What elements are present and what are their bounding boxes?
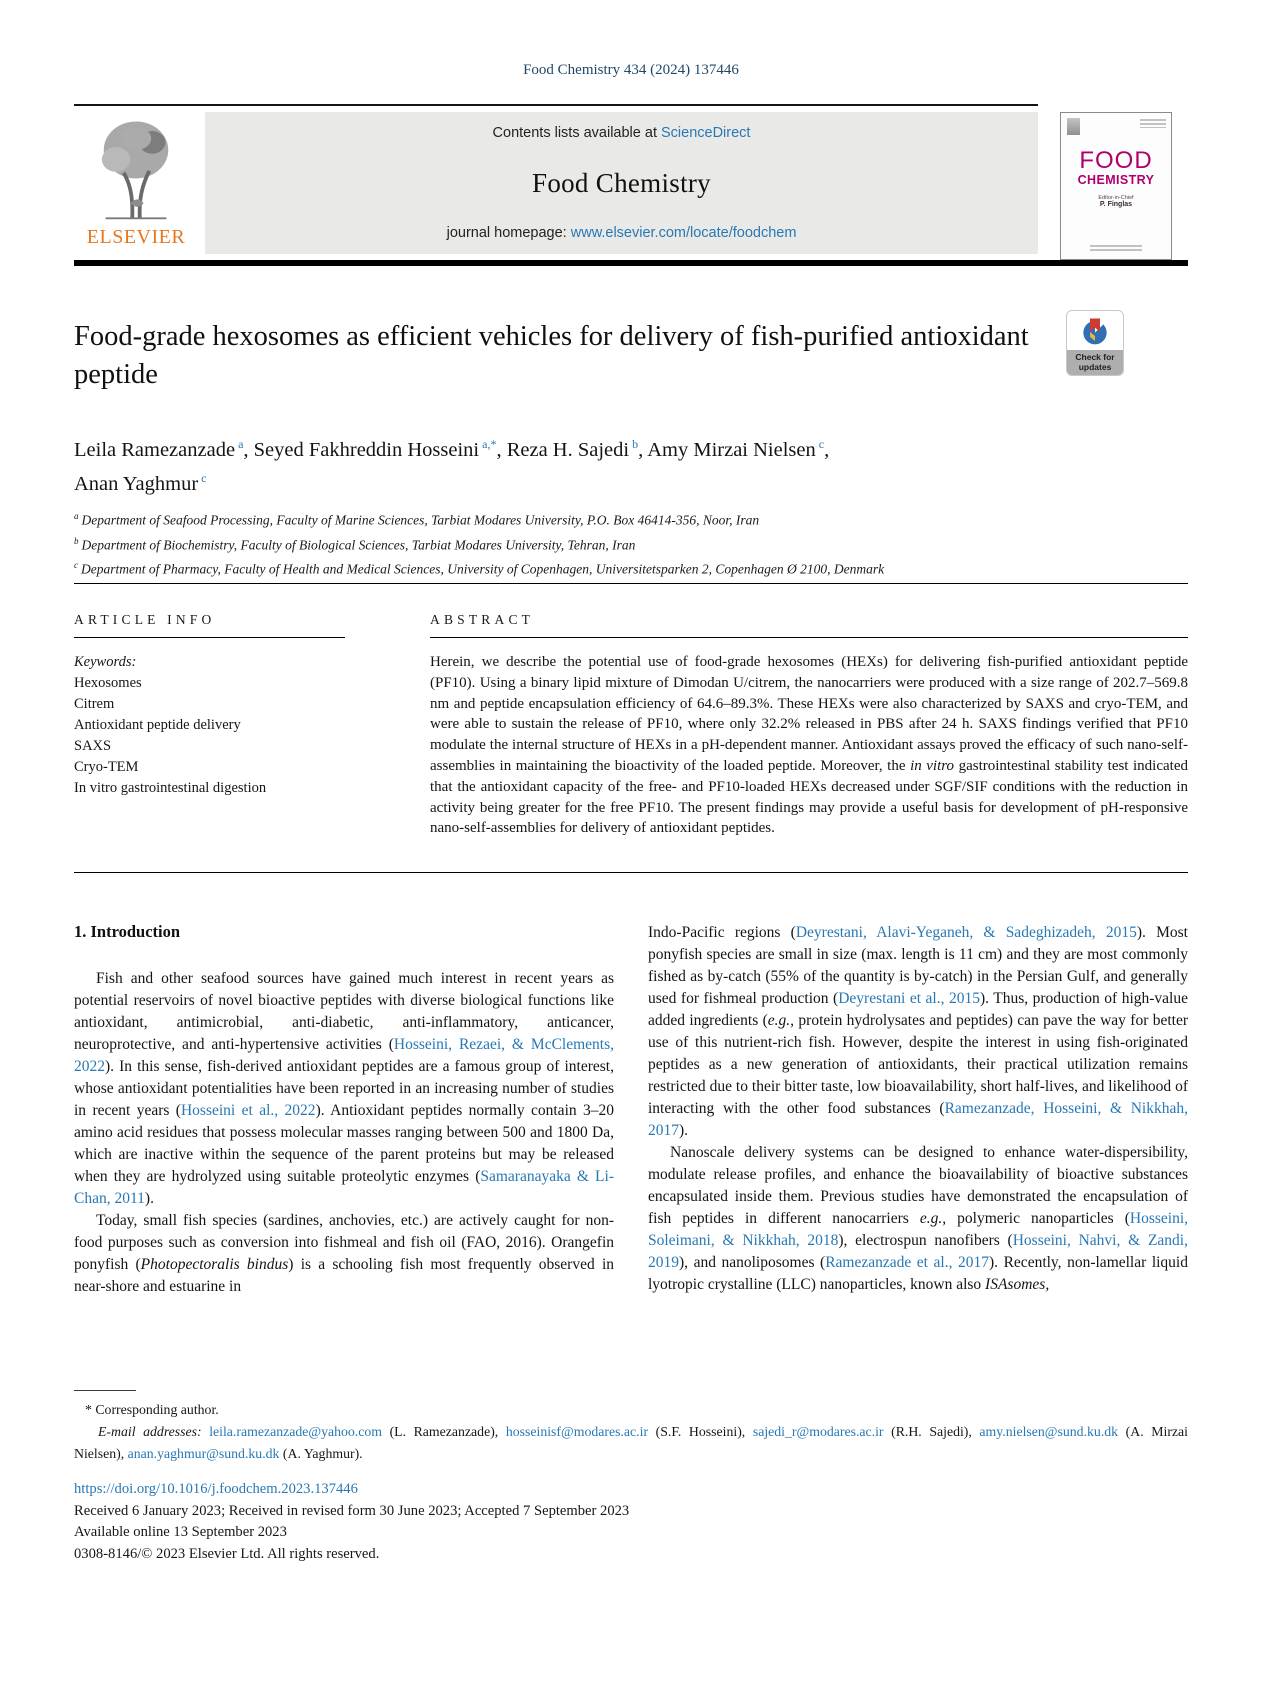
paragraph — [648, 922, 1188, 1142]
journal-info-box — [205, 112, 1038, 254]
elsevier-logo[interactable] — [74, 112, 198, 260]
citation-link[interactable]: amy.nielsen@sund.ku.dk — [979, 1424, 1119, 1439]
text-segment: Fish and other seafood sources have gained much interest in recent years as potential reservoirs of novel bioactive peptides with diverse biological functions like antioxidant, antimicrobial, anti-diabetic, anti-inflammatory, anticancer, neuroprotective, and anti-hypertensive activities ( — [74, 970, 614, 1053]
author-affiliation-sup[interactable]: c — [818, 437, 825, 451]
author-name: Leila Ramezanzade — [74, 438, 236, 461]
text-segment: ). — [679, 1122, 689, 1139]
paragraph — [74, 1210, 614, 1298]
article-info-column — [74, 612, 345, 872]
author-name: Anan Yaghmur — [74, 472, 199, 495]
intro-column-left — [74, 922, 614, 1298]
contents-line — [493, 125, 751, 141]
text-segment: (L. Ramezanzade), — [382, 1424, 506, 1439]
text-segment: ), electrospun nanofibers ( — [838, 1232, 1013, 1249]
keyword-item: SAXS — [74, 738, 112, 754]
author-affiliation-sup[interactable]: c — [201, 470, 207, 485]
intro-right-paragraphs — [648, 922, 1188, 1296]
journal-page — [74, 0, 1188, 1683]
italic-text: e.g., — [919, 1210, 947, 1227]
article-footer — [74, 1479, 1188, 1565]
homepage-line — [447, 225, 797, 241]
homepage-prefix: journal homepage: — [446, 225, 571, 241]
cover-issn-block — [1140, 119, 1166, 128]
journal-cover-thumbnail[interactable] — [1060, 112, 1172, 260]
cover-title-food: FOOD — [1079, 147, 1153, 174]
author-name: Amy Mirzai Nielsen — [647, 438, 816, 461]
affiliation-text: Department of Seafood Processing, Faculty of Marine Sciences, Tarbiat Modares University, P.O. Box 46414-356, Noor, Iran — [81, 512, 760, 528]
abstract-heading: ABSTRACT — [430, 612, 535, 627]
citation-link[interactable]: Samaranayaka & Li-Chan, 2011 — [74, 1168, 614, 1207]
sciencedirect-link[interactable]: ScienceDirect — [661, 125, 751, 141]
author-name: Seyed Fakhreddin Hosseini — [253, 438, 480, 461]
doi-link[interactable]: https://doi.org/10.1016/j.foodchem.2023.137446 — [74, 1481, 358, 1497]
journal-banner — [74, 104, 1188, 270]
footnote-rule — [74, 1390, 136, 1391]
keyword-item: Antioxidant peptide delivery — [74, 717, 241, 733]
author-affiliation-sup[interactable]: a,* — [482, 437, 497, 451]
affiliation-list — [74, 506, 1154, 580]
text-segment: (S.F. Hosseini), — [648, 1424, 753, 1439]
text-segment: polymeric nanoparticles ( — [946, 1210, 1130, 1227]
cover-editor-label: Editor-in-Chief — [1098, 195, 1134, 201]
abstract-column — [430, 612, 1188, 872]
issn-copyright: 0308-8146/© 2023 Elsevier Ltd. All rights reserved. — [74, 1545, 380, 1562]
citation-link[interactable]: hosseinisf@modares.ac.ir — [505, 1424, 649, 1439]
text-segment: (R.H. Sajedi), — [883, 1424, 980, 1439]
citation-link[interactable]: Hosseini, Nahvi, & Zandi, 2019 — [648, 1232, 1188, 1271]
keyword-item: Cryo-TEM — [74, 759, 139, 775]
homepage-link[interactable]: www.elsevier.com/locate/foodchem — [570, 225, 797, 241]
introduction-heading: 1. Introduction — [74, 922, 181, 941]
text-segment: (A. Mirzai Nielsen), — [74, 1424, 1188, 1461]
affiliation-line — [74, 555, 1154, 580]
elsevier-wordmark: ELSEVIER — [86, 226, 186, 248]
banner-bottom-bar — [74, 260, 1188, 266]
affiliation-sup: c — [74, 560, 78, 570]
email-addresses — [74, 1421, 1188, 1464]
keyword-item: Citrem — [74, 696, 115, 712]
abstract-text — [430, 652, 1188, 839]
article-title: Food-grade hexosomes as efficient vehicles for delivery of fish-purified antioxidant peptide — [74, 321, 1029, 390]
available-online: Available online 13 September 2023 — [74, 1524, 287, 1540]
journal-citation-link[interactable]: Food Chemistry 434 (2024) 137446 — [523, 62, 739, 78]
text-segment: ), and nanoliposomes ( — [679, 1254, 826, 1271]
text-segment: ). In this sense, fish-derived antioxidant peptides are a famous group of interest, whose antioxidant potentialities have been reported in an increasing number of studies in recent years ( — [74, 1058, 614, 1119]
citation-link[interactable]: Hosseini et al., 2022 — [180, 1102, 316, 1119]
author-affiliation-sup[interactable]: b — [632, 437, 639, 451]
abstract-rule — [430, 637, 1188, 638]
citation-link[interactable]: leila.ramezanzade@yahoo.com — [209, 1424, 382, 1439]
check-updates-label: Check for updates — [1067, 350, 1123, 375]
text-segment: ). Antioxidant peptides normally contain 3–20 amino acid residues that possess molecular masses ranging between 500 and 1800 Da, which are inactive within the sequence of the parent proteins but may be released when they are hydrolyzed using suitable proteolytic enzymes ( — [74, 1102, 615, 1185]
italic-text: E-mail addresses: — [98, 1424, 210, 1439]
article-info-heading: ARTICLE INFO — [74, 612, 216, 627]
cover-editor-name: P. Finglas — [1099, 201, 1133, 208]
citation-link[interactable]: Ramezanzade et al., 2017 — [825, 1254, 990, 1271]
text-segment: (A. Yaghmur). — [279, 1445, 363, 1461]
citation-link[interactable]: Deyrestani et al., 2015 — [838, 990, 980, 1007]
text-segment: protein hydrolysates and peptides) can pave the way for better use of this nutrient-rich fish. However, despite the interest in using fish-originated peptides as a new generation of antioxidants, their practical utilization remains restricted due to their bitter taste, low bioavailability, short half-lives, and likelihood of interacting with the other food substances ( — [648, 1012, 1188, 1117]
affiliation-text: Department of Pharmacy, Faculty of Health and Medical Sciences, University of Copenhagen, Universitetsparken 2, Copenhagen Ø 2100, Denmark — [81, 561, 885, 577]
affiliation-sup: b — [74, 535, 79, 546]
introduction-section — [74, 922, 1188, 1298]
article-info-abstract-section — [74, 583, 1188, 873]
crossmark-icon — [1080, 316, 1110, 346]
affiliation-text: Department of Biochemistry, Faculty of Biological Sciences, Tarbiat Modares University, Tehran, Iran — [81, 537, 636, 552]
keywords-list — [74, 673, 345, 799]
check-for-updates-badge[interactable] — [1066, 310, 1124, 376]
citation-link[interactable]: Ramezanzade, Hosseini, & Nikkhah, 2017 — [648, 1100, 1188, 1139]
contents-prefix: Contents lists available at — [492, 125, 661, 141]
elsevier-tree-icon — [88, 112, 184, 224]
author-list — [74, 430, 1124, 498]
author-separator: , — [243, 438, 254, 461]
text-segment: Nanoscale delivery systems can be designed to enhance water-dispersibility, modulate release profiles, and enhance the bioavailability of bioactive substances encapsulated inside them. Previous studies have demonstrated the encapsulation of fish peptides in different nanocarriers — [648, 1144, 1188, 1227]
author-separator: , — [496, 438, 507, 461]
citation-link[interactable]: Hosseini, Soleimani, & Nikkhah, 2018 — [648, 1210, 1188, 1249]
keyword-item: Hexosomes — [74, 675, 142, 691]
intro-left-paragraphs — [74, 968, 614, 1298]
footnotes — [74, 1390, 1188, 1464]
italic-text: e.g., — [767, 1012, 795, 1029]
italic-text: ISAsomes, — [985, 1276, 1050, 1293]
text-segment: Herein, we describe the potential use of food-grade hexosomes (HEXs) for delivering fish-purified antioxidant peptide (PF10). Using a binary lipid mixture of Dimodan U/citrem, the nanocarriers were produced with a size range of 202.7–569.8 nm and peptide encapsulation efficiency of 64.6–89.3%. These HEXs were also characterized by SAXS and cryo-TEM, and were able to sustain the release of PF10, where only 32.2% released in PBS after 24 h. SAXS findings verified that PF10 modulate the internal structure of HEXs in a pH-dependent manner. Antioxidant assays proved the efficacy of such nano-self-assemblies in maintaining the bioactivity of the loaded peptide. Moreover, the — [430, 654, 1188, 774]
journal-title: Food Chemistry — [532, 167, 711, 198]
affiliation-sup: a — [74, 511, 79, 521]
citation-link[interactable]: anan.yaghmur@sund.ku.dk — [127, 1445, 280, 1461]
keyword-item: In vitro gastrointestinal digestion — [74, 780, 267, 796]
author-affiliation-sup[interactable]: a — [238, 437, 244, 451]
text-segment: ). — [144, 1190, 154, 1207]
citation-link[interactable]: Hosseini, Rezaei, & McClements, 2022 — [74, 1036, 614, 1075]
text-segment: ) is a schooling fish most frequently observed in near-shore and estuarine in — [74, 1256, 614, 1295]
citation-link[interactable]: Deyrestani, Alavi-Yeganeh, & Sadeghizadeh, 2015 — [795, 924, 1137, 941]
intro-column-right — [648, 922, 1188, 1298]
affiliation-line — [74, 506, 1154, 531]
cover-mini-logo — [1067, 118, 1080, 135]
italic-text: Photopectoralis bindus — [140, 1256, 289, 1273]
text-segment: ). Recently, non-lamellar liquid lyotropic crystalline (LLC) nanoparticles, known also — [648, 1254, 1188, 1293]
received-dates: Received 6 January 2023; Received in revised form 30 June 2023; Accepted 7 September 2023 — [74, 1502, 630, 1519]
paragraph — [648, 1142, 1188, 1296]
cover-bottom-block — [1090, 245, 1142, 252]
italic-text: in vitro — [910, 757, 955, 774]
article-info-rule — [74, 637, 345, 638]
keywords-label: Keywords: — [74, 654, 137, 670]
text-segment: ). Thus, production of high-value added ingredients ( — [648, 990, 1188, 1029]
author-separator: , — [638, 438, 648, 461]
citation-link[interactable]: sajedi_r@modares.ac.ir — [752, 1424, 884, 1439]
affiliation-line — [74, 531, 1154, 556]
cover-title-chemistry: CHEMISTRY — [1077, 173, 1155, 187]
paragraph — [74, 968, 614, 1210]
text-segment: Indo-Pacific regions ( — [648, 924, 796, 941]
text-segment: gastrointestinal stability test indicated that the antioxidant capacity of the free- and PF10-loaded HEXs decreased under SGF/SIF conditions with the reduction in activity being greater for the free PF10. The present findings may provide a useful basis for development of pH-responsive nano-self-assemblies for delivery of antioxidant peptides. — [430, 757, 1188, 837]
banner-top-rule — [74, 104, 1038, 106]
text-segment: ). Most ponyfish species are small in size (max. length is 11 cm) and they are most commonly fished as by-catch (55% of the quantity is by-catch) in the Persian Gulf, and generally used for fishmeal production ( — [648, 924, 1188, 1007]
corresponding-author-note: * Corresponding author. — [85, 1402, 219, 1417]
author-name: Reza H. Sajedi — [506, 438, 630, 461]
text-segment: Today, small fish species (sardines, anchovies, etc.) are actively caught for non-food purposes such as conversion into fishmeal and fish oil (FAO, 2016). Orangefin ponyfish ( — [74, 1212, 614, 1273]
author-separator: , — [824, 438, 830, 461]
